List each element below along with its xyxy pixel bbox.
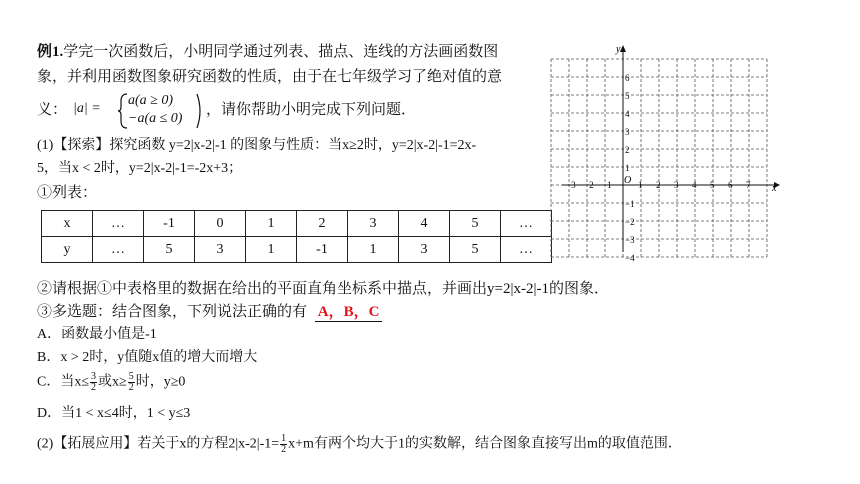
fraction-denominator: 2: [281, 444, 287, 455]
origin-label: O: [624, 175, 632, 186]
fraction-one-half: [280, 434, 287, 455]
y-tick-label: 6: [625, 73, 630, 83]
y-tick-label: −2: [625, 217, 635, 227]
x-tick-label: 4: [692, 180, 697, 190]
table-cell: 4: [399, 211, 450, 237]
table-cell: y: [42, 237, 93, 263]
table-cell: …: [93, 211, 144, 237]
option-b: B．x > 2时，y值随x值的增大而增大: [37, 350, 258, 365]
step1-label: ①列表：: [37, 185, 98, 201]
option-a: A．函数最小值是-1: [37, 327, 157, 342]
table-cell: 3: [195, 237, 246, 263]
part1-line-1: (1)【探索】探究函数 y=2|x-2|-1 的图象与性质：当x≥2时，y=2|x-2|-1=2x-: [37, 138, 477, 153]
fraction-numerator: 1: [281, 433, 287, 444]
piecewise-cases: [128, 92, 182, 128]
table-cell: 3: [399, 237, 450, 263]
x-tick-label: 5: [710, 180, 715, 190]
intro-text-1: 学完一次函数后，小明同学通过列表、描点、连线的方法画函数图: [63, 44, 499, 60]
part2-line: [37, 434, 682, 455]
fraction-numerator: 5: [128, 371, 134, 382]
part2-suffix: x+m有两个均大于1的实数解，结合图象直接写出m的取值范围．: [288, 436, 682, 452]
right-paren-icon: [196, 92, 204, 130]
grid-lines: [551, 59, 767, 257]
x-tick-label: 3: [674, 180, 679, 190]
table-cell: 5: [144, 237, 195, 263]
step3-answer: A，B，C: [315, 303, 383, 322]
intro-line-1: [37, 43, 498, 61]
y-tick-label: 5: [625, 91, 630, 101]
y-axis-arrow-icon: [620, 45, 626, 52]
x-tick-label: −3: [566, 180, 576, 190]
table-cell: …: [501, 211, 552, 237]
case-nonpositive: −a(a ≤ 0): [128, 111, 183, 126]
table-cell: 1: [246, 211, 297, 237]
table-cell: 5: [450, 237, 501, 263]
option-c-mid: 或x≥: [98, 374, 127, 390]
option-d: D．当1 < x≤4时，1 < y≤3: [37, 406, 191, 421]
table-row-y: [42, 237, 552, 263]
step2-text: ②请根据①中表格里的数据在给出的平面直角坐标系中描点，并画出y=2|x-2|-1的图象．: [37, 281, 609, 297]
table-cell: 2: [297, 211, 348, 237]
table-cell: 5: [450, 211, 501, 237]
y-tick-label: 2: [625, 145, 630, 155]
fraction-denominator: 2: [91, 382, 97, 393]
table-row-x: [42, 211, 552, 237]
y-tick-label: −4: [625, 253, 635, 263]
intro-prefix: 义：: [37, 102, 68, 118]
y-tick-label: −3: [625, 235, 635, 245]
y-tick-label: 1: [625, 163, 630, 173]
y-tick-label: 3: [625, 127, 630, 137]
fraction-five-halves: [128, 372, 135, 393]
step3-line: [37, 303, 382, 322]
table-cell: …: [93, 237, 144, 263]
x-tick-label: 7: [746, 180, 751, 190]
fraction-numerator: 3: [91, 371, 97, 382]
y-axis-label: y: [616, 44, 621, 55]
x-tick-label: 6: [728, 180, 733, 190]
table-cell: -1: [297, 237, 348, 263]
option-c-suffix: 时，y≥0: [135, 374, 186, 390]
intro-line-3: [37, 101, 67, 119]
table-cell: 0: [195, 211, 246, 237]
table-cell: x: [42, 211, 93, 237]
coordinate-grid: [560, 40, 790, 263]
x-tick-label: −1: [602, 180, 612, 190]
y-tick-label: −1: [625, 199, 635, 209]
x-axis-label: x: [772, 183, 777, 194]
fraction-denominator: 2: [128, 382, 134, 393]
table-cell: -1: [144, 211, 195, 237]
intro-line-2: 象，并利用函数图象研究函数的性质，由于在七年级学习了绝对值的意: [37, 69, 503, 85]
y-tick-label: 4: [625, 109, 630, 119]
case-nonnegative: a(a ≥ 0): [128, 93, 174, 108]
table-cell: 3: [348, 211, 399, 237]
x-tick-label: 2: [656, 180, 661, 190]
x-tick-label: 1: [638, 180, 643, 190]
y-tick-labels: [625, 73, 635, 263]
option-c-prefix: C．当x≤: [37, 374, 90, 390]
fraction-three-halves: [90, 372, 97, 393]
table-cell: …: [501, 237, 552, 263]
step3-prompt: ③多选题：结合图象，下列说法正确的有: [37, 304, 308, 320]
example-label: 例1.: [37, 44, 64, 60]
option-c: [37, 372, 185, 393]
table-cell: 1: [246, 237, 297, 263]
abs-definition-lhs: |a| =: [73, 101, 101, 116]
value-table: [41, 210, 552, 263]
part2-prefix: (2)【拓展应用】若关于x的方程2|x-2|-1=: [37, 436, 280, 452]
intro-suffix: ，请你帮助小明完成下列问题．: [206, 102, 417, 118]
part1-line-2: 5，当x < 2时，y=2|x-2|-1=-2x+3；: [37, 161, 243, 176]
table-cell: 1: [348, 237, 399, 263]
x-tick-label: −2: [584, 180, 594, 190]
